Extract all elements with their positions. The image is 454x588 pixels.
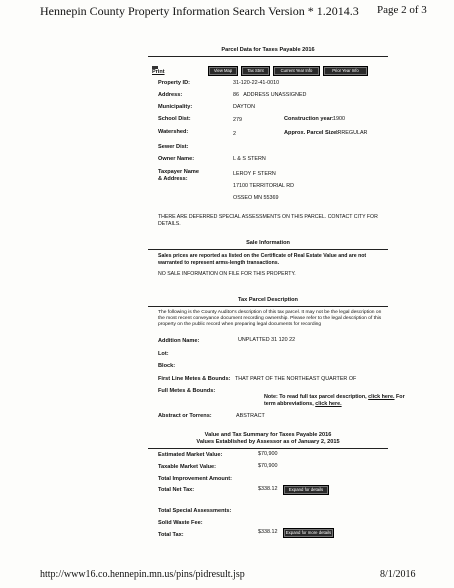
footer-url: http://www16.co.hennepin.mn.us/pins/pidresult.jsp	[40, 569, 245, 580]
owner-name-value: L & S STERN	[233, 156, 266, 162]
taxable-market-value-label: Taxable Market Value:	[158, 464, 217, 470]
sale-note-line2: warranted to represent arms-length transactions.	[158, 260, 280, 266]
estimated-market-value-label: Estimated Market Value:	[158, 452, 223, 458]
address-label: Address:	[158, 92, 183, 98]
section-divider	[148, 56, 388, 57]
tax-statement-button[interactable]: Tax Stmt	[241, 66, 270, 76]
prior-year-info-button[interactable]: Prior Year Info	[323, 66, 368, 76]
estimated-market-value: $70,900	[258, 451, 278, 457]
property-id-label: Property ID:	[158, 80, 191, 86]
sewer-dist-label: Sewer Dist:	[158, 144, 189, 150]
value-summary-subtitle: Values Established by Assessor as of January 2, 2015	[196, 439, 340, 445]
municipality-value: DAYTON	[233, 104, 255, 110]
expand-details-button[interactable]: Expand for details	[283, 485, 329, 495]
municipality-label: Municipality:	[158, 104, 193, 110]
section-divider	[148, 306, 388, 307]
solid-waste-fee-label: Solid Waste Fee:	[158, 520, 203, 526]
tax-parcel-desc-line1: The following is the County Auditor's description of this tax parcel. It may not be the legal description on	[158, 310, 382, 315]
total-improvement-label: Total Improvement Amount:	[158, 476, 232, 482]
tax-parcel-section-title: Tax Parcel Description	[238, 297, 298, 303]
addition-name-value: UNPLATTED 31 120 22	[238, 337, 296, 343]
construction-year-value: 1900	[333, 116, 345, 122]
view-map-button[interactable]: View Map	[208, 66, 238, 76]
first-line-metes-label: First Line Metes & Bounds:	[158, 376, 231, 382]
total-tax-value: $338.12	[258, 529, 278, 535]
abbreviation-note: term abbreviations, click here.	[264, 401, 342, 407]
current-year-info-button[interactable]: Current Year Info	[273, 66, 320, 76]
sale-note-line1: Sales prices are reported as listed on the Certificate of Real Estate Value and are not	[158, 253, 367, 259]
parcel-size-value: IRREGULAR	[336, 130, 368, 136]
print-link[interactable]: Print	[152, 69, 165, 75]
expand-more-details-button[interactable]: Expand for more details	[283, 528, 334, 538]
first-line-metes-value: THAT PART OF THE NORTHEAST QUARTER OF	[235, 376, 357, 382]
property-id-value: 31-120-22-41-0010	[233, 80, 280, 86]
total-net-tax-label: Total Net Tax:	[158, 487, 195, 493]
section-divider	[148, 448, 388, 449]
taxpayer-line-1: LEROY F STERN	[233, 171, 276, 177]
total-net-tax-value: $338.12	[258, 486, 278, 492]
taxpayer-line-2: 17100 TERRITORIAL RD	[233, 183, 295, 189]
tax-parcel-desc-line2: the most recent conveyance document recording ownership. Please refer to the legal description of this	[158, 316, 382, 321]
addition-name-label: Addition Name:	[158, 338, 200, 344]
parcel-size-label: Approx. Parcel Size:	[284, 130, 339, 136]
sale-section-title: Sale Information	[246, 240, 290, 246]
page-number: Page 2 of 3	[377, 4, 427, 16]
footer-date: 8/1/2016	[380, 569, 416, 580]
taxpayer-label-line2: & Address:	[158, 176, 188, 182]
abstract-torrens-label: Abstract or Torrens:	[158, 413, 212, 419]
school-dist-label: School Dist:	[158, 116, 191, 122]
no-sale-info: NO SALE INFORMATION ON FILE FOR THIS PROPERTY.	[158, 271, 296, 277]
tax-parcel-desc-line3: property on the public record when preparing legal documents for recording	[158, 322, 322, 327]
taxpayer-label-line1: Taxpayer Name	[158, 169, 199, 175]
watershed-label: Watershed:	[158, 129, 189, 135]
total-special-assessments-label: Total Special Assessments:	[158, 508, 232, 514]
full-description-note: Note: To read full tax parcel description, click here. For	[264, 394, 405, 400]
full-description-link[interactable]: click here.	[368, 394, 395, 400]
section-divider	[148, 249, 388, 250]
value-summary-title: Value and Tax Summary for Taxes Payable 2016	[204, 432, 332, 438]
owner-name-label: Owner Name:	[158, 156, 195, 162]
lot-label: Lot:	[158, 351, 169, 357]
assessment-note-line1: THERE ARE DEFERRED SPECIAL ASSESSMENTS ON THIS PARCEL. CONTACT CITY FOR	[158, 214, 378, 220]
school-dist-value: 279	[233, 117, 242, 123]
taxpayer-line-3: OSSEO MN 55369	[233, 195, 279, 201]
full-metes-label: Full Metes & Bounds:	[158, 388, 216, 394]
abbreviation-link[interactable]: click here.	[315, 401, 342, 407]
page-header-title: Hennepin County Property Information Search Version * 1.2014.3	[40, 4, 359, 18]
construction-year-label: Construction year:	[284, 116, 334, 122]
block-label: Block:	[158, 363, 176, 369]
taxable-market-value: $70,900	[258, 463, 278, 469]
total-tax-label: Total Tax:	[158, 532, 184, 538]
parcel-section-title: Parcel Data for Taxes Payable 2016	[221, 47, 315, 53]
watershed-value: 2	[233, 131, 236, 137]
address-value: 86 ADDRESS UNASSIGNED	[233, 92, 307, 98]
abstract-torrens-value: ABSTRACT	[236, 413, 265, 419]
assessment-note-line2: DETAILS.	[158, 221, 181, 227]
